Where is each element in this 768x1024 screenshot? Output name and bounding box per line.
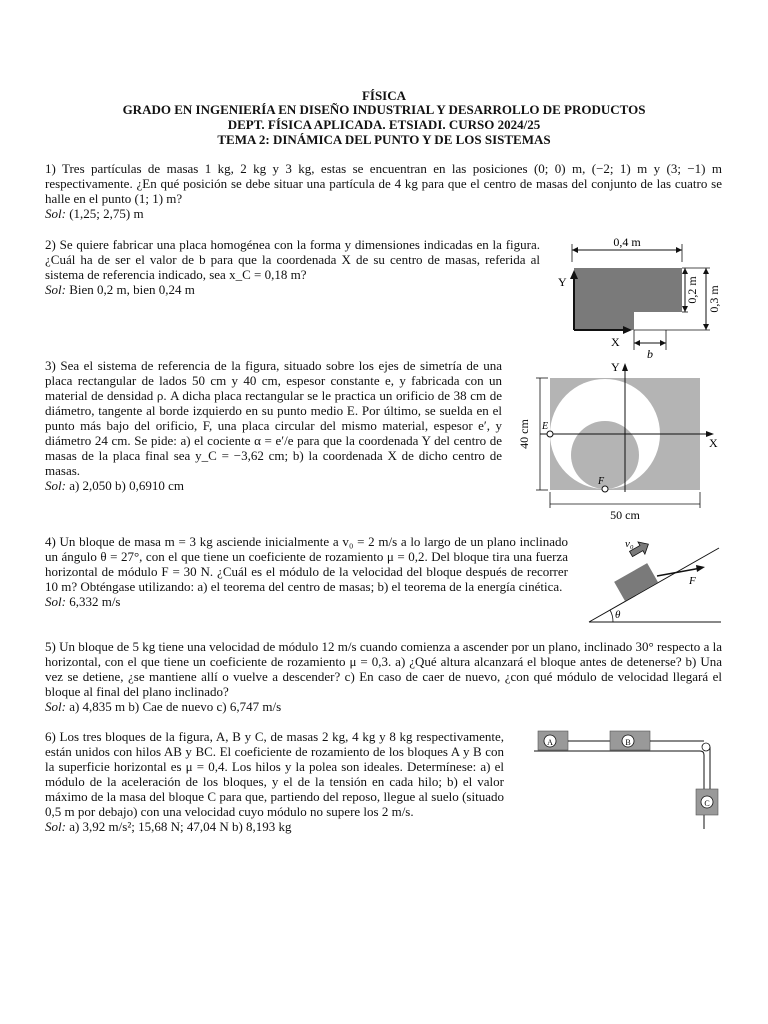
problem-6	[45, 729, 504, 834]
block-b-label: B	[625, 738, 631, 747]
topic-title: TEMA 2: DINÁMICA DEL PUNTO Y DE LOS SISTEMAS	[217, 132, 551, 147]
problem-3	[45, 358, 502, 493]
problem-2-solution	[45, 282, 540, 297]
problem-5	[45, 639, 722, 714]
sol-label: Sol:	[45, 819, 66, 834]
pulley	[702, 743, 710, 751]
problem-6-text: 6) Los tres bloques de la figura, A, B y C, de masas 2 kg, 4 kg y 8 kg respectivamente, están unidos con hilos AB y BC. El coeficiente de rozamiento de los bloques A y B con la superficie horizontal es μ = 0,4. Los hilos y la polea son ideales. Determínese: a) el módulo de la aceleración de los bloques, y el de la tensión en cada hilo; b) el valor máximo de la masa del bloque C para que, partiendo del reposo, llegue al suelo (situado 0,5 m por debajo) con una velocidad cuyo módulo no supere los 2 m/s.	[45, 729, 504, 819]
block-a-label: A	[547, 738, 553, 747]
point-e-label: E	[542, 421, 549, 432]
sol-value: a) 4,835 m b) Cae de nuevo c) 6,747 m/s	[69, 699, 282, 714]
problem-2	[45, 237, 540, 297]
l-shaped-plate	[574, 268, 682, 330]
sol-label: Sol:	[45, 478, 66, 493]
dim-bottom-label: 50 cm	[610, 508, 640, 522]
force-label: F	[689, 575, 696, 587]
sol-label: Sol:	[45, 699, 66, 714]
point-f-label: F	[598, 476, 605, 487]
figure-6-blocks-pulley	[528, 725, 728, 835]
degree-title: GRADO EN INGENIERÍA EN DISEÑO INDUSTRIAL Y DESARROLLO DE PRODUCTOS	[122, 102, 646, 117]
sol-value: Bien 0,2 m, bien 0,24 m	[69, 282, 195, 297]
problem-1-solution	[45, 206, 722, 221]
problem-1-text: 1) Tres partículas de masas 1 kg, 2 kg y 3 kg, estas se encuentran en las posiciones (0; 0) m, (−2; 1) m y (3; −1) m respectivamente. ¿En qué posición se debe situar una partícula de 4 kg para que el centro de masas del conjunto de las cuatro se halle en el punto (1; 1) m?	[45, 161, 722, 206]
dim-b-label: b	[647, 347, 653, 361]
dim-top-label: 0,4 m	[613, 235, 641, 249]
sol-value: 6,332 m/s	[69, 594, 121, 609]
figure-4-inclined-plane	[585, 530, 725, 626]
axis-y-label: Y	[611, 360, 620, 374]
figure-2-plate	[548, 232, 728, 362]
problem-5-solution	[45, 699, 722, 714]
sol-label: Sol:	[45, 206, 66, 221]
dim-right-outer-label: 0,3 m	[707, 285, 721, 313]
department-line: DEPT. FÍSICA APLICADA. ETSIADI. CURSO 2024/25	[227, 117, 541, 132]
dim-side-label: 40 cm	[517, 419, 531, 449]
sol-value: a) 3,92 m/s²; 15,68 N; 47,04 N b) 8,193 kg	[69, 819, 292, 834]
problem-4	[45, 534, 568, 609]
problem-4-solution	[45, 594, 568, 609]
sol-value: a) 2,050 b) 0,6910 cm	[69, 478, 185, 493]
problem-6-solution	[45, 819, 504, 834]
axis-y-label: Y	[558, 275, 567, 289]
welded-disc	[571, 421, 639, 489]
sol-value: (1,25; 2,75) m	[69, 206, 144, 221]
problem-5-text: 5) Un bloque de 5 kg tiene una velocidad de módulo 12 m/s cuando comienza a ascender por un plano, inclinado 30° respecto a la horizontal, con el que tiene un coeficiente de rozamiento μ = 0,3. a) ¿Qué altura alcanzará el bloque antes de detenerse? b) Una vez se detiene, ¿se mantiene allí o vuelve a descender? c) En caso de caer de nuevo, ¿con qué módulo de velocidad llegará el bloque al final del plano inclinado?	[45, 639, 722, 699]
block-c-label: C	[704, 799, 710, 808]
theta-label: θ	[615, 609, 621, 621]
sol-label: Sol:	[45, 282, 66, 297]
dim-right-inner-label: 0,2 m	[685, 276, 699, 304]
doc-title: FÍSICA	[361, 88, 407, 103]
problem-3-solution	[45, 478, 502, 493]
figure-3-plate-with-hole	[514, 358, 724, 523]
axis-x-label: X	[611, 335, 620, 349]
problem-4-text: 4) Un bloque de masa m = 3 kg asciende inicialmente a v₀ = 2 m/s a lo largo de un plano inclinado un ángulo θ = 27°, con el que tiene un coeficiente de rozamiento μ = 0,2. Del bloque tira una fuerza horizontal de módulo F = 30 N. ¿Cuál es el módulo de la velocidad del bloque después de recorrer 10 m? Obténgase utilizando: a) el teorema del centro de masas; b) el teorema de la energía cinética.	[45, 534, 568, 594]
sol-label: Sol:	[45, 594, 66, 609]
problem-1	[45, 161, 722, 221]
problem-2-text: 2) Se quiere fabricar una placa homogénea con la forma y dimensiones indicadas en la figura. ¿Cuál ha de ser el valor de b para que la coordenada X de su centro de masas, referida al sistema de referencia indicado, sea x_C = 0,18 m?	[45, 237, 540, 282]
v0-label: v₀	[625, 538, 634, 550]
problem-3-text: 3) Sea el sistema de referencia de la figura, situado sobre los ejes de simetría de una placa rectangular de lados 50 cm y 40 cm, espesor constante e, y fabricada con un material de densidad ρ. A dicha placa rectangular se le practica un orificio de 38 cm de diámetro, tangente al borde izquierdo en su punto medio E. Por último, se suelda en el punto más bajo del orificio, F, una placa circular del mismo material, espesor e′, y diámetro 24 cm. Se pide: a) el cociente α = e′/e para que la coordenada Y del centro de masas de la placa final sea y_C = −3,62 cm; b) la coordenada X de dicho centro de masas.	[45, 358, 502, 478]
axis-x-label: X	[709, 436, 718, 450]
